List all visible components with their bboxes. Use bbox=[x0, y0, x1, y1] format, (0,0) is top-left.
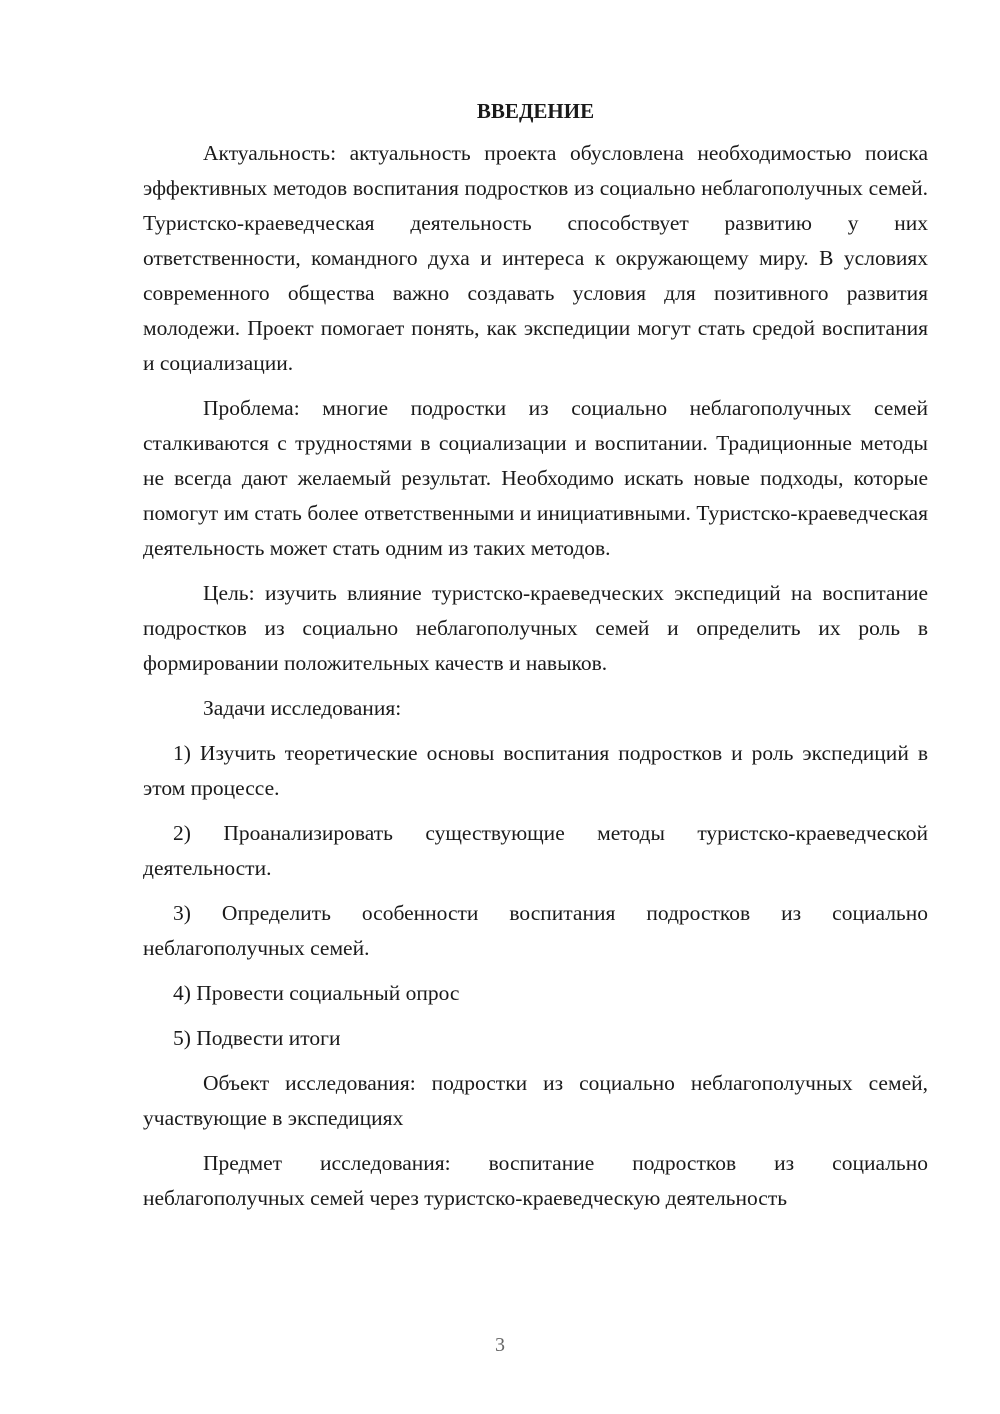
task-item-3: 3) Определить особенности воспитания подростков из социально неблагополучных семей. bbox=[143, 901, 928, 960]
task-item-5: 5) Подвести итоги bbox=[173, 1026, 341, 1050]
document-page bbox=[143, 96, 928, 1216]
paragraph-subject: Предмет исследования: воспитание подростков из социально неблагополучных семей через туристско-краеведческую деятельность bbox=[143, 1151, 928, 1210]
page-number: 3 bbox=[495, 1334, 505, 1356]
task-item-1: 1) Изучить теоретические основы воспитания подростков и роль экспедиций в этом процессе. bbox=[143, 741, 928, 800]
paragraph-relevance: Актуальность: актуальность проекта обусловлена необходимостью поиска эффективных методов воспитания подростков из социально неблагополучных семей. Туристско-краеведческая деятельность способствует развитию у них ответственности, командного духа и интереса к окружающему миру. В условиях современного общества важно создавать условия для позитивного развития молодежи. Проект помогает понять, как экспедиции могут стать средой воспитания и социализации. bbox=[143, 141, 928, 375]
paragraph-object: Объект исследования: подростки из социально неблагополучных семей, участвующие в экспедициях bbox=[143, 1071, 928, 1130]
paragraph-goal: Цель: изучить влияние туристско-краеведческих экспедиций на воспитание подростков из социально неблагополучных семей и определить их роль в формировании положительных качеств и навыков. bbox=[143, 581, 928, 675]
paragraph-problem: Проблема: многие подростки из социально неблагополучных семей сталкиваются с трудностями в социализации и воспитании. Традиционные методы не всегда дают желаемый результат. Необходимо искать новые подходы, которые помогут им стать более ответственными и инициативными. Туристско-краеведческая деятельность может стать одним из таких методов. bbox=[143, 396, 928, 560]
task-item-2: 2) Проанализировать существующие методы туристско-краеведческой деятельности. bbox=[143, 821, 928, 880]
page-title: ВВЕДЕНИЕ bbox=[476, 99, 595, 123]
task-item-4: 4) Провести социальный опрос bbox=[173, 981, 460, 1005]
paragraph-tasks-heading: Задачи исследования: bbox=[203, 696, 402, 720]
